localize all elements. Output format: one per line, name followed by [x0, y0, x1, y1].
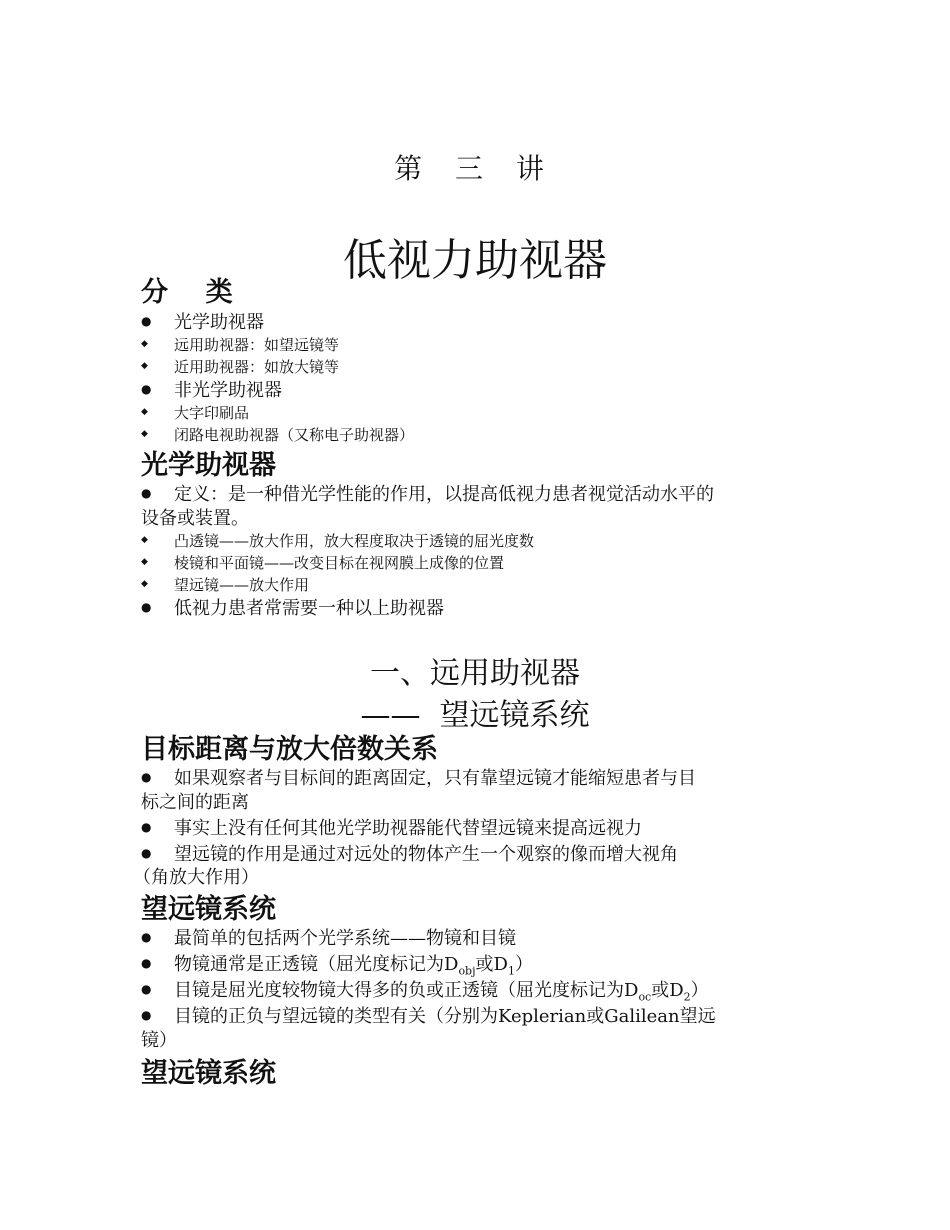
bullet-icon: ●	[141, 820, 152, 834]
list-item: ● 望远镜的作用是通过对远处的物体产生一个观察的像而增大视角	[141, 843, 821, 867]
list-item: ● 定义：是一种借光学性能的作用，以提高低视力患者视觉活动水平的	[141, 483, 821, 507]
list-item: ● 目镜是屈光度较物镜大得多的负或正透镜（屈光度标记为$D_{oc}$或$D_2$）	[141, 979, 821, 1010]
list-item: ● 非光学助视器	[141, 379, 821, 403]
heading-distance-magnification: 目标距离与放大倍数关系	[141, 734, 438, 765]
bullet-icon: ●	[141, 846, 152, 860]
list-item-continuation: 设备或装置。	[141, 508, 249, 529]
list-item: ◆ 凸透镜——放大作用，放大程度取决于透镜的屈光度数	[141, 532, 535, 550]
list-item: ● 低视力患者常需要一种以上助视器	[141, 597, 821, 621]
list-item-continuation: 镜）	[141, 1030, 177, 1051]
bullet-icon: ●	[141, 930, 152, 944]
bullet-icon: ●	[141, 956, 152, 970]
diamond-bullet-icon: ◆	[141, 339, 148, 349]
diamond-bullet-icon: ◆	[141, 557, 148, 567]
heading-classification: 分 类	[141, 277, 233, 308]
bullet-icon: ●	[141, 600, 152, 614]
heading-telescope-system: 望远镜系统	[141, 894, 276, 925]
page-title: 低视力助视器	[343, 235, 607, 286]
list-item: ◆ 棱镜和平面镜——改变目标在视网膜上成像的位置	[141, 554, 505, 572]
list-item: ● 物镜通常是正透镜（屈光度标记为$D_{obj}$或$D_1$）	[141, 953, 821, 984]
lecture-number: 第 三 讲	[394, 152, 556, 185]
bullet-icon: ●	[141, 1008, 152, 1022]
diamond-bullet-icon: ◆	[141, 535, 148, 545]
heading-optical-aids: 光学助视器	[141, 450, 276, 481]
bullet-icon: ●	[141, 382, 152, 396]
list-item: ● 最简单的包括两个光学系统——物镜和目镜	[141, 927, 821, 951]
bullet-icon: ●	[141, 314, 152, 328]
list-item-continuation: 标之间的距离	[141, 792, 249, 813]
section-title: 一、远用助视器	[370, 656, 580, 691]
list-item-continuation: （角放大作用）	[133, 867, 259, 888]
diamond-bullet-icon: ◆	[141, 361, 148, 371]
bullet-icon: ●	[141, 982, 152, 996]
bullet-icon: ●	[141, 486, 152, 500]
section-subtitle: —— 望远镜系统	[360, 698, 590, 733]
list-item: ◆ 远用助视器：如望远镜等	[141, 336, 340, 354]
list-item: ◆ 望远镜——放大作用	[141, 576, 310, 594]
heading-telescope-system-2: 望远镜系统	[141, 1058, 276, 1089]
bullet-icon: ●	[141, 770, 152, 784]
list-item: ◆ 闭路电视助视器（又称电子助视器）	[141, 426, 415, 444]
list-item: ● 光学助视器	[141, 311, 821, 335]
list-item: ◆ 大字印刷品	[141, 404, 250, 422]
list-item: ◆ 近用助视器：如放大镜等	[141, 358, 340, 376]
list-item: ● 事实上没有任何其他光学助视器能代替望远镜来提高远视力	[141, 817, 821, 841]
diamond-bullet-icon: ◆	[141, 407, 148, 417]
list-item: ● 目镜的正负与望远镜的类型有关（分别为Keplerian或Galilean望远	[141, 1005, 821, 1029]
diamond-bullet-icon: ◆	[141, 579, 148, 589]
diamond-bullet-icon: ◆	[141, 429, 148, 439]
list-item: ● 如果观察者与目标间的距离固定，只有靠望远镜才能缩短患者与目	[141, 767, 821, 791]
